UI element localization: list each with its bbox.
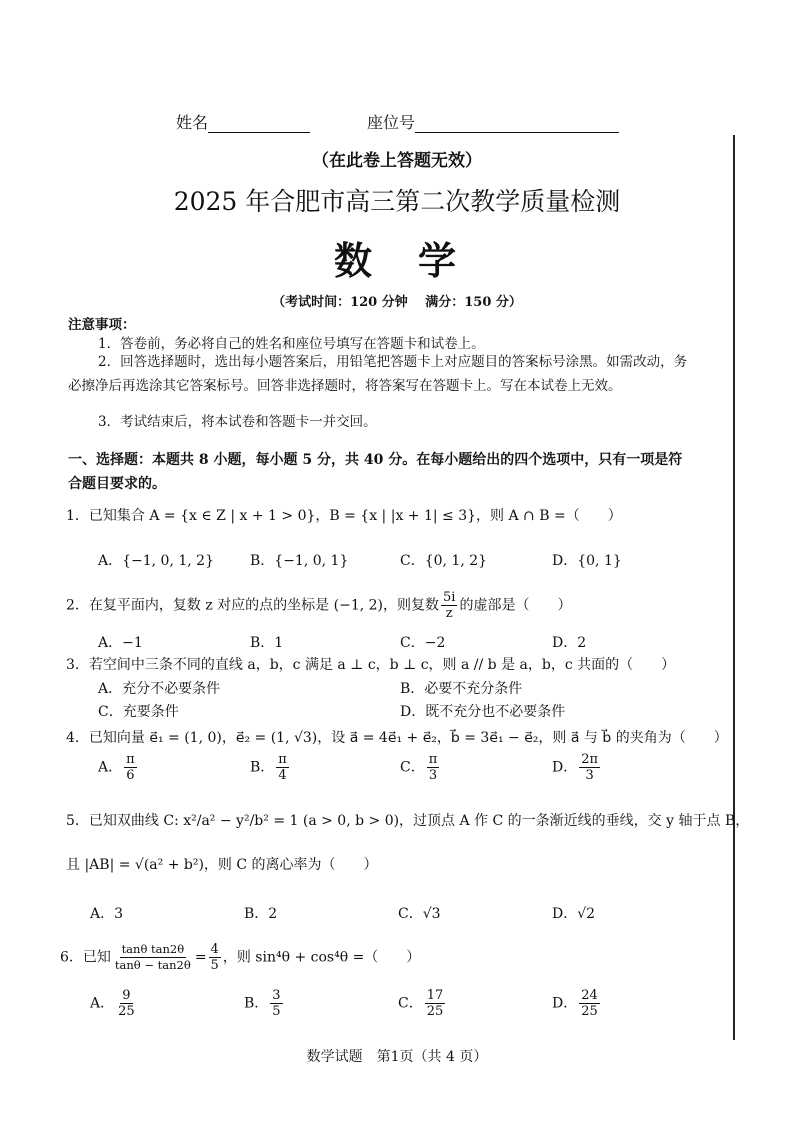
q1-option-c[interactable]: C．{0, 1, 2}	[400, 553, 488, 569]
q6-c-num: 17	[426, 988, 444, 1003]
q6-stem-pre: 6．已知	[60, 949, 111, 966]
q6-rhs-fraction	[209, 942, 221, 973]
q4-option-d[interactable]	[552, 752, 602, 783]
q1-option-b[interactable]: B．{−1, 0, 1}	[250, 553, 349, 569]
q5-option-b[interactable]: B．2	[244, 906, 278, 922]
q6-equals: =	[194, 949, 207, 966]
section-heading-choice: 一、选择题：本题共 8 小题，每小题 5 分，共 40 分。在每小题给出的四个选项中，只有一项是符合题目要求的。	[68, 452, 683, 492]
q6-c-label: C．	[398, 995, 423, 1012]
q1-option-a[interactable]: A．{−1, 0, 1, 2}	[98, 553, 214, 569]
q2-option-b[interactable]: B．1	[250, 635, 284, 651]
seat-label: 座位号	[367, 113, 416, 132]
q6-option-c[interactable]	[398, 988, 447, 1019]
q6-b-label: B．	[244, 995, 269, 1012]
q6-d-fraction	[579, 988, 600, 1019]
q6-b-num: 3	[272, 988, 281, 1003]
name-field	[176, 110, 310, 133]
instruction-item-3: 3．考试结束后，将本试卷和答题卡一并交回。	[98, 414, 377, 430]
name-blank[interactable]	[208, 116, 310, 133]
q4-c-den: 3	[428, 768, 438, 783]
q6-a-num: 9	[122, 988, 131, 1003]
exam-title: 2025 年合肥市高三第二次教学质量检测	[173, 187, 621, 216]
q4-b-label: B．	[250, 759, 275, 776]
q4-b-num: π	[278, 752, 287, 767]
name-label: 姓名	[176, 113, 209, 132]
subject-title: 数 学	[333, 238, 460, 283]
q6-b-fraction	[270, 988, 282, 1019]
q6-stem-post: ，则 sin⁴θ + cos⁴θ =（ ）	[222, 949, 421, 966]
q6-rhs-num: 4	[210, 942, 219, 957]
q5-option-c[interactable]: C．√3	[398, 906, 441, 922]
q6-rhs-den: 5	[210, 958, 219, 973]
q3-option-d[interactable]: D．既不充分也不必要条件	[400, 704, 566, 720]
q4-option-b[interactable]	[250, 752, 291, 783]
q2-fraction	[441, 590, 457, 621]
q4-option-c[interactable]	[400, 752, 441, 783]
seat-blank[interactable]	[415, 116, 619, 133]
q4-a-num: π	[126, 752, 135, 767]
q4-d-fraction	[579, 752, 600, 783]
q2-option-d[interactable]: D．2	[552, 635, 587, 651]
seat-field	[367, 110, 619, 133]
q4-c-num: π	[428, 752, 438, 767]
q6-option-a[interactable]	[90, 988, 139, 1019]
q6-fraction	[113, 942, 193, 973]
question-4-stem: 4．已知向量 e⃗₁ = (1, 0)，e⃗₂ = (1, √3)，设 a⃗ = 4e⃗₁ + e⃗₂，b⃗ = 3e⃗₁ − e⃗₂，则 a⃗ 与 b⃗ 的夹角为（ ）	[66, 730, 728, 746]
q5-option-a[interactable]: A．3	[90, 906, 124, 922]
page-footer: 数学试题 第1页（共 4 页）	[306, 1049, 488, 1065]
q3-option-a[interactable]: A．充分不必要条件	[98, 681, 221, 697]
q2-frac-den: z	[445, 606, 453, 621]
q4-d-num: 2π	[581, 752, 599, 767]
q4-a-fraction	[124, 752, 137, 783]
q3-option-c[interactable]: C．充要条件	[98, 704, 179, 720]
q4-d-label: D．	[552, 759, 578, 776]
exam-info: （考试时间：120 分钟 满分：150 分）	[272, 295, 522, 310]
q6-a-label: A．	[90, 995, 115, 1012]
instructions-heading: 注意事项：	[68, 317, 136, 333]
q5-option-d[interactable]: D．√2	[552, 906, 596, 922]
q6-c-den: 25	[426, 1004, 444, 1019]
q6-a-fraction	[116, 988, 137, 1019]
q6-frac-num: tanθ tan2θ	[121, 942, 185, 956]
q4-c-fraction	[427, 752, 440, 783]
q6-d-label: D．	[552, 995, 578, 1012]
q1-option-d[interactable]: D．{0, 1}	[552, 553, 622, 569]
q4-d-den: 3	[585, 768, 594, 783]
q2-stem-pre: 2．在复平面内，复数 z 对应的点的坐标是 (−1, 2)，则复数	[66, 597, 440, 614]
q3-option-b[interactable]: B．必要不充分条件	[400, 681, 523, 697]
invalid-notice: （在此卷上答题无效）	[312, 151, 482, 171]
question-2-stem	[66, 590, 571, 621]
q4-c-label: C．	[400, 759, 425, 776]
q6-frac-den: tanθ − tan2θ	[114, 958, 191, 972]
q2-frac-num: 5i	[443, 590, 456, 605]
q6-b-den: 5	[272, 1004, 281, 1019]
instruction-item-1: 1．答卷前，务必将自己的姓名和座位号填写在答题卡和试卷上。	[98, 336, 485, 352]
q6-c-fraction	[425, 988, 446, 1019]
q4-option-a[interactable]	[98, 752, 139, 783]
q2-stem-post: 的虚部是（ ）	[459, 597, 572, 614]
q4-b-den: 4	[278, 768, 287, 783]
q2-option-a[interactable]: A．−1	[98, 635, 143, 651]
question-5-stem-line1: 5．已知双曲线 C: x²/a² − y²/b² = 1 (a > 0, b > 0)，过顶点 A 作 C 的一条渐近线的垂线，交 y 轴于点 B，	[66, 813, 750, 829]
q2-option-c[interactable]: C．−2	[400, 635, 446, 651]
q6-d-den: 25	[581, 1004, 598, 1019]
q6-option-b[interactable]	[244, 988, 285, 1019]
q4-b-fraction	[276, 752, 289, 783]
instruction-item-2: 2．回答选择题时，选出每小题答案后，用铅笔把答题卡上对应题目的答案标号涂黑。如需改动，务必擦净后再选涂其它答案标号。回答非选择题时，将答案写在答题卡上。写在本试卷上无效。	[68, 354, 688, 394]
question-1-stem: 1．已知集合 A = {x ∈ Z | x + 1 > 0}，B = {x | |x + 1| ≤ 3}，则 A ∩ B =（ ）	[66, 508, 622, 524]
q6-option-d[interactable]	[552, 988, 602, 1019]
question-6-stem	[60, 942, 420, 973]
q6-a-den: 25	[118, 1004, 135, 1019]
q4-a-label: A．	[98, 759, 123, 776]
question-3-stem: 3．若空间中三条不同的直线 a，b，c 满足 a ⊥ c，b ⊥ c，则 a // b 是 a，b，c 共面的（ ）	[66, 657, 676, 673]
q6-d-num: 24	[581, 988, 598, 1003]
question-5-stem-line2: 且 |AB| = √(a² + b²)，则 C 的离心率为（ ）	[66, 857, 378, 873]
q4-a-den: 6	[126, 768, 135, 783]
